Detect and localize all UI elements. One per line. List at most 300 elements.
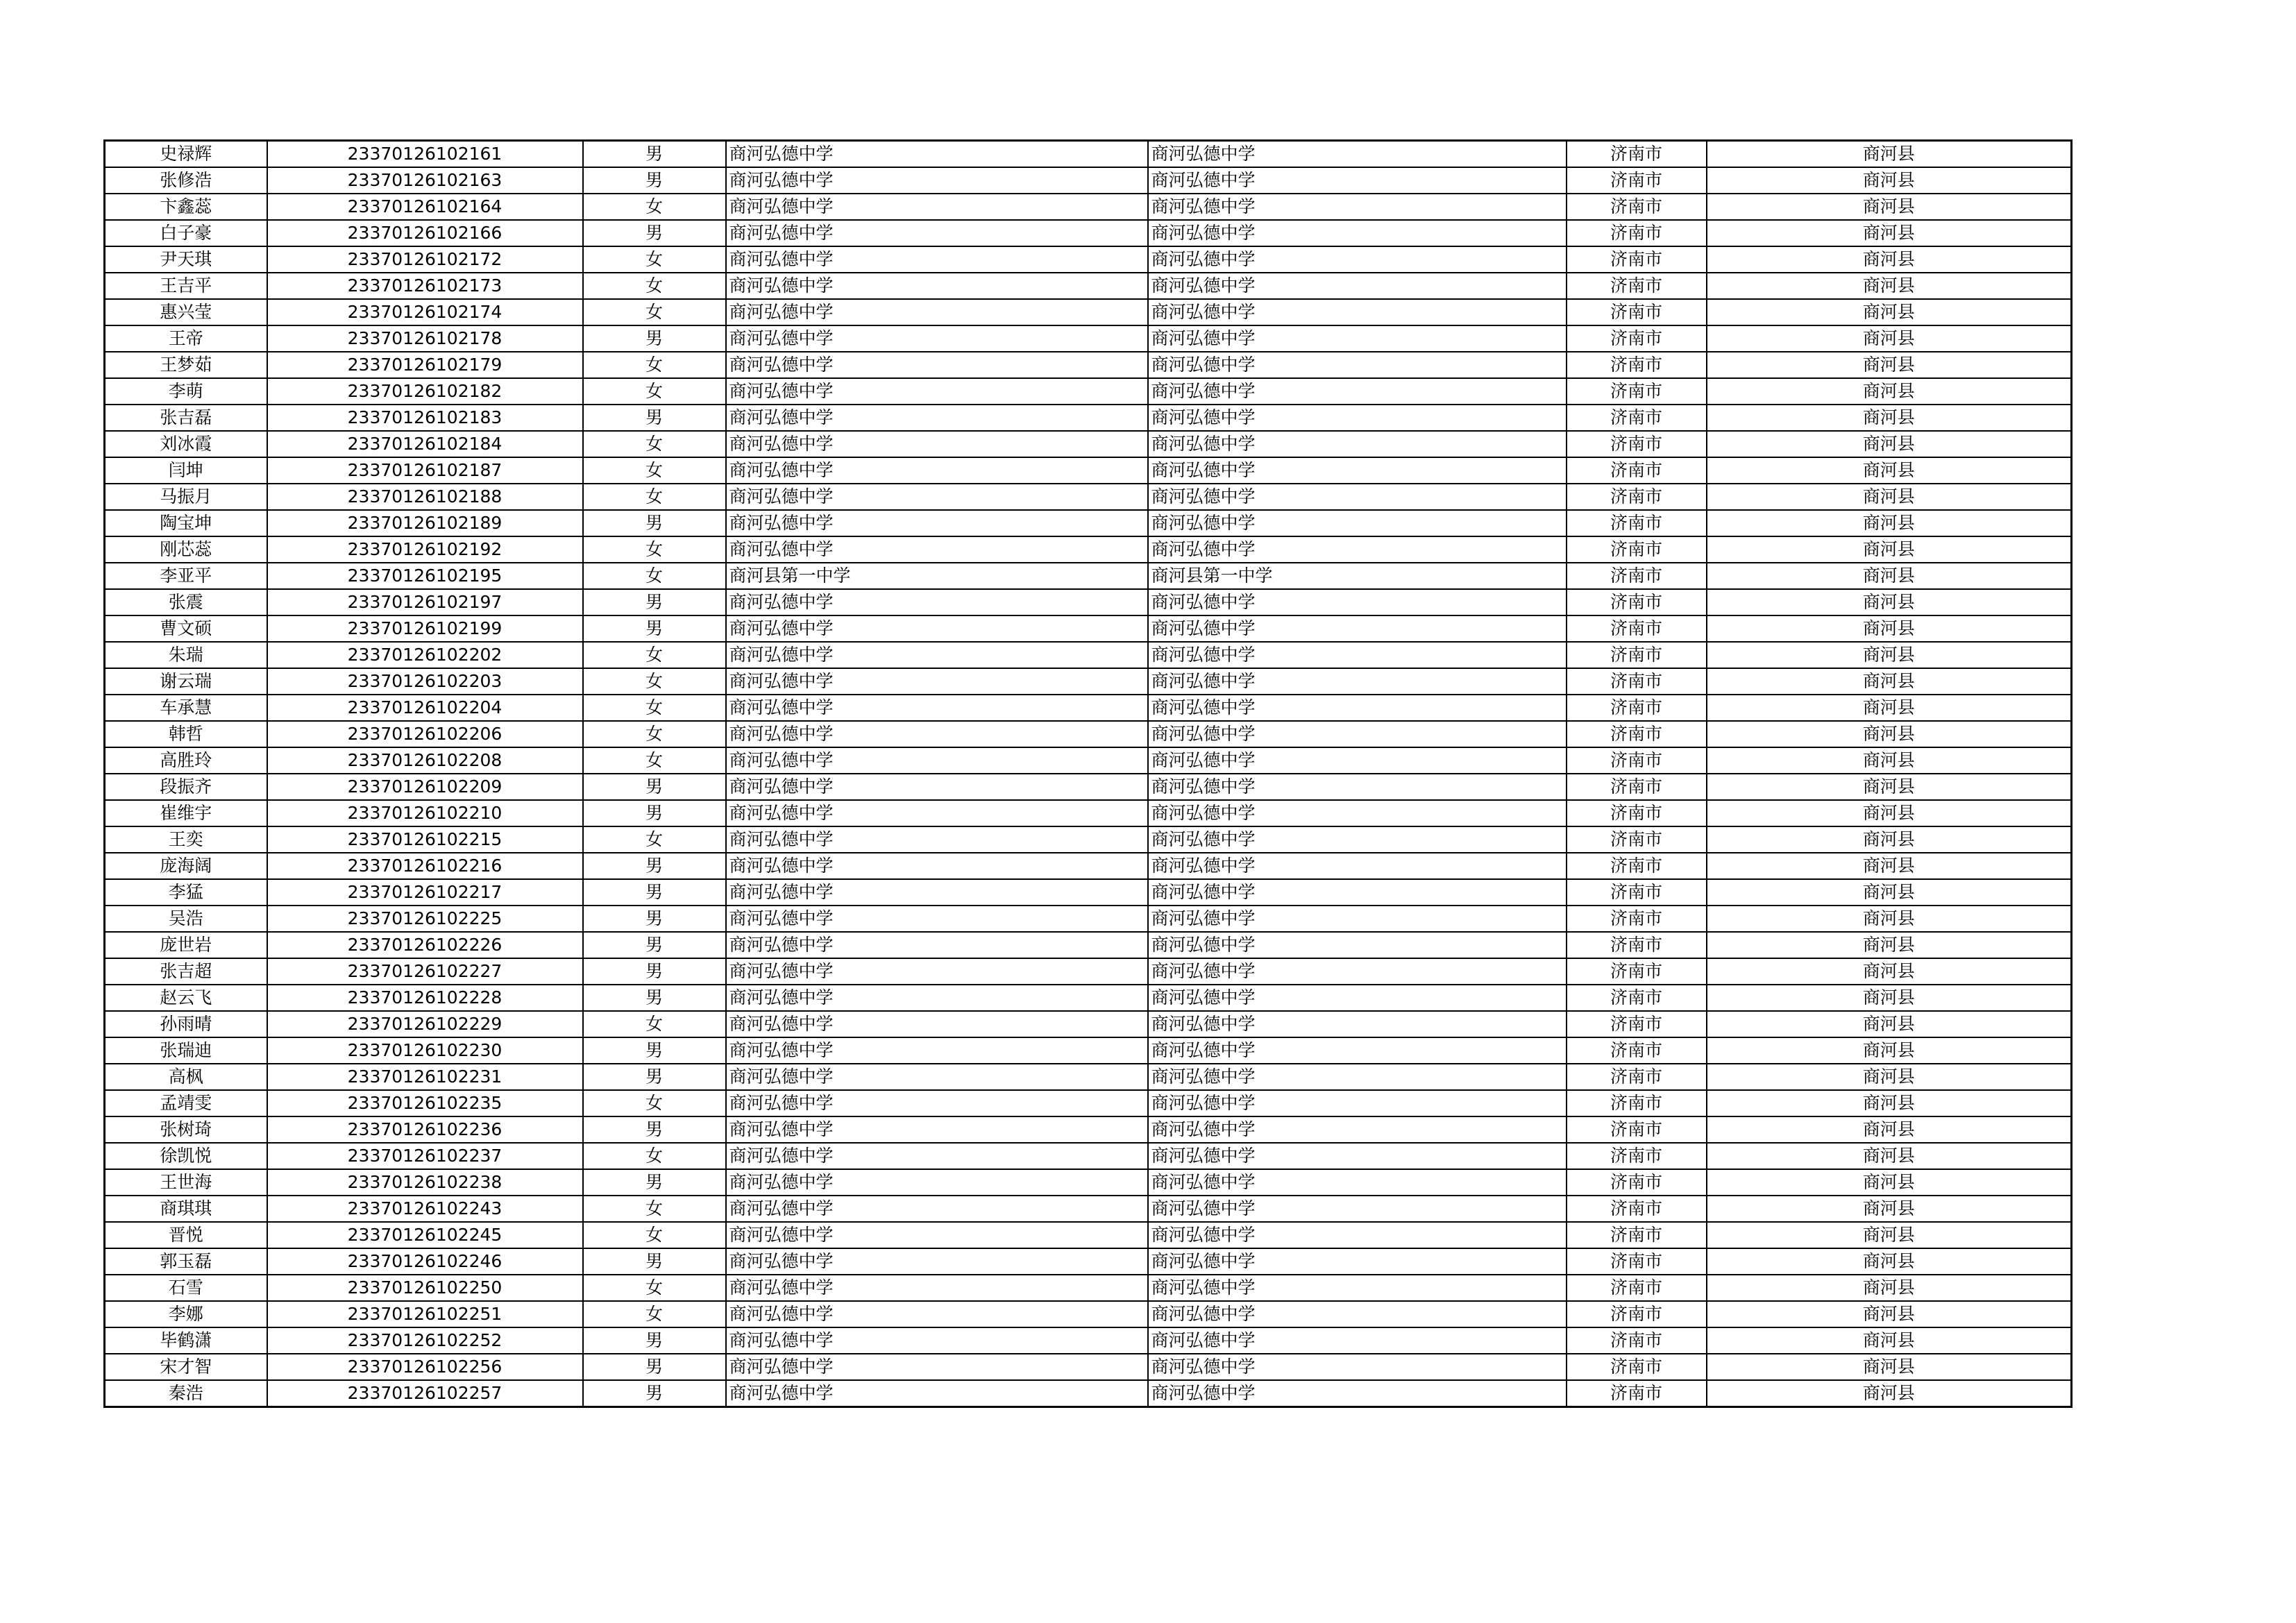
county-cell: 商河县 [1707,431,2072,457]
exam-number-cell: 23370126102188 [267,484,583,510]
city-cell: 济南市 [1567,273,1707,299]
gender-cell: 男 [583,879,726,906]
city-cell: 济南市 [1567,853,1707,879]
county-cell: 商河县 [1707,457,2072,484]
graduating-school-cell: 商河弘德中学 [1148,747,1567,774]
county-cell: 商河县 [1707,1380,2072,1407]
school-cell: 商河弘德中学 [726,668,1148,695]
graduating-school-cell: 商河弘德中学 [1148,879,1567,906]
gender-cell: 女 [583,352,726,378]
city-cell: 济南市 [1567,906,1707,932]
city-cell: 济南市 [1567,826,1707,853]
table-row [105,985,2072,1011]
county-cell: 商河县 [1707,695,2072,721]
city-cell: 济南市 [1567,1327,1707,1354]
school-cell: 商河弘德中学 [726,246,1148,273]
exam-number-cell: 23370126102216 [267,853,583,879]
graduating-school-cell: 商河弘德中学 [1148,194,1567,220]
student-name-cell: 马振月 [105,484,267,510]
student-name-cell: 曹文硕 [105,615,267,642]
graduating-school-cell: 商河弘德中学 [1148,1275,1567,1301]
school-cell: 商河弘德中学 [726,695,1148,721]
student-name-cell: 王帝 [105,325,267,352]
student-name-cell: 高胜玲 [105,747,267,774]
table-row [105,932,2072,958]
county-cell: 商河县 [1707,246,2072,273]
county-cell: 商河县 [1707,1222,2072,1248]
graduating-school-cell: 商河弘德中学 [1148,1196,1567,1222]
graduating-school-cell: 商河弘德中学 [1148,141,1567,168]
county-cell: 商河县 [1707,536,2072,563]
gender-cell: 男 [583,589,726,615]
city-cell: 济南市 [1567,405,1707,431]
student-name-cell: 王吉平 [105,273,267,299]
graduating-school-cell: 商河弘德中学 [1148,352,1567,378]
table-row [105,536,2072,563]
table-body [105,141,2072,1407]
school-cell: 商河弘德中学 [726,1037,1148,1064]
gender-cell: 女 [583,747,726,774]
graduating-school-cell: 商河弘德中学 [1148,1037,1567,1064]
gender-cell: 女 [583,378,726,405]
table-row [105,774,2072,800]
county-cell: 商河县 [1707,774,2072,800]
exam-number-cell: 23370126102217 [267,879,583,906]
school-cell: 商河弘德中学 [726,853,1148,879]
city-cell: 济南市 [1567,510,1707,536]
county-cell: 商河县 [1707,194,2072,220]
table-row [105,615,2072,642]
county-cell: 商河县 [1707,1116,2072,1143]
school-cell: 商河弘德中学 [726,906,1148,932]
table-row [105,1090,2072,1116]
gender-cell: 女 [583,1196,726,1222]
school-cell: 商河弘德中学 [726,721,1148,747]
exam-number-cell: 23370126102209 [267,774,583,800]
county-cell: 商河县 [1707,563,2072,589]
gender-cell: 女 [583,826,726,853]
gender-cell: 女 [583,642,726,668]
county-cell: 商河县 [1707,1090,2072,1116]
table-row [105,167,2072,194]
gender-cell: 男 [583,615,726,642]
exam-number-cell: 23370126102235 [267,1090,583,1116]
exam-number-cell: 23370126102206 [267,721,583,747]
student-name-cell: 高枫 [105,1064,267,1090]
graduating-school-cell: 商河弘德中学 [1148,1090,1567,1116]
student-name-cell: 惠兴莹 [105,299,267,325]
county-cell: 商河县 [1707,721,2072,747]
gender-cell: 男 [583,220,726,246]
city-cell: 济南市 [1567,484,1707,510]
county-cell: 商河县 [1707,615,2072,642]
school-cell: 商河弘德中学 [726,1090,1148,1116]
student-name-cell: 陶宝坤 [105,510,267,536]
graduating-school-cell: 商河弘德中学 [1148,273,1567,299]
school-cell: 商河弘德中学 [726,642,1148,668]
table-row [105,853,2072,879]
city-cell: 济南市 [1567,695,1707,721]
gender-cell: 女 [583,194,726,220]
school-cell: 商河弘德中学 [726,932,1148,958]
student-name-cell: 刘冰霞 [105,431,267,457]
exam-number-cell: 23370126102163 [267,167,583,194]
school-cell: 商河弘德中学 [726,299,1148,325]
city-cell: 济南市 [1567,457,1707,484]
county-cell: 商河县 [1707,1275,2072,1301]
gender-cell: 女 [583,484,726,510]
exam-number-cell: 23370126102238 [267,1169,583,1196]
exam-number-cell: 23370126102251 [267,1301,583,1327]
school-cell: 商河弘德中学 [726,747,1148,774]
student-name-cell: 卞鑫蕊 [105,194,267,220]
city-cell: 济南市 [1567,1169,1707,1196]
county-cell: 商河县 [1707,405,2072,431]
county-cell: 商河县 [1707,273,2072,299]
school-cell: 商河弘德中学 [726,615,1148,642]
city-cell: 济南市 [1567,1248,1707,1275]
graduating-school-cell: 商河弘德中学 [1148,906,1567,932]
student-name-cell: 段振齐 [105,774,267,800]
exam-number-cell: 23370126102230 [267,1037,583,1064]
exam-number-cell: 23370126102173 [267,273,583,299]
graduating-school-cell: 商河弘德中学 [1148,1301,1567,1327]
gender-cell: 男 [583,167,726,194]
gender-cell: 女 [583,457,726,484]
exam-number-cell: 23370126102256 [267,1354,583,1380]
exam-number-cell: 23370126102183 [267,405,583,431]
city-cell: 济南市 [1567,536,1707,563]
county-cell: 商河县 [1707,1011,2072,1037]
exam-number-cell: 23370126102208 [267,747,583,774]
school-cell: 商河弘德中学 [726,167,1148,194]
graduating-school-cell: 商河弘德中学 [1148,1222,1567,1248]
county-cell: 商河县 [1707,642,2072,668]
gender-cell: 女 [583,1222,726,1248]
student-name-cell: 史禄辉 [105,141,267,168]
city-cell: 济南市 [1567,563,1707,589]
student-name-cell: 宋才智 [105,1354,267,1380]
graduating-school-cell: 商河弘德中学 [1148,642,1567,668]
school-cell: 商河弘德中学 [726,378,1148,405]
gender-cell: 女 [583,563,726,589]
graduating-school-cell: 商河弘德中学 [1148,378,1567,405]
city-cell: 济南市 [1567,958,1707,985]
graduating-school-cell: 商河弘德中学 [1148,1116,1567,1143]
county-cell: 商河县 [1707,167,2072,194]
exam-number-cell: 23370126102187 [267,457,583,484]
exam-number-cell: 23370126102166 [267,220,583,246]
gender-cell: 男 [583,853,726,879]
city-cell: 济南市 [1567,1301,1707,1327]
city-cell: 济南市 [1567,642,1707,668]
exam-number-cell: 23370126102225 [267,906,583,932]
county-cell: 商河县 [1707,879,2072,906]
city-cell: 济南市 [1567,879,1707,906]
student-name-cell: 郭玉磊 [105,1248,267,1275]
gender-cell: 女 [583,1011,726,1037]
table-row [105,1169,2072,1196]
gender-cell: 男 [583,958,726,985]
student-name-cell: 孙雨晴 [105,1011,267,1037]
student-name-cell: 王梦茹 [105,352,267,378]
table-row [105,879,2072,906]
exam-number-cell: 23370126102161 [267,141,583,168]
table-row [105,1380,2072,1407]
county-cell: 商河县 [1707,747,2072,774]
county-cell: 商河县 [1707,352,2072,378]
exam-number-cell: 23370126102164 [267,194,583,220]
city-cell: 济南市 [1567,615,1707,642]
school-cell: 商河弘德中学 [726,1222,1148,1248]
table-row [105,1196,2072,1222]
city-cell: 济南市 [1567,167,1707,194]
table-row [105,457,2072,484]
graduating-school-cell: 商河弘德中学 [1148,457,1567,484]
gender-cell: 女 [583,299,726,325]
school-cell: 商河弘德中学 [726,1354,1148,1380]
gender-cell: 男 [583,1327,726,1354]
city-cell: 济南市 [1567,1143,1707,1169]
county-cell: 商河县 [1707,826,2072,853]
gender-cell: 女 [583,695,726,721]
table-row [105,747,2072,774]
gender-cell: 女 [583,273,726,299]
graduating-school-cell: 商河弘德中学 [1148,985,1567,1011]
exam-number-cell: 23370126102237 [267,1143,583,1169]
gender-cell: 男 [583,906,726,932]
table-row [105,484,2072,510]
student-name-cell: 车承慧 [105,695,267,721]
city-cell: 济南市 [1567,1380,1707,1407]
graduating-school-cell: 商河弘德中学 [1148,431,1567,457]
school-cell: 商河弘德中学 [726,774,1148,800]
student-name-cell: 商琪琪 [105,1196,267,1222]
exam-number-cell: 23370126102178 [267,325,583,352]
county-cell: 商河县 [1707,325,2072,352]
exam-number-cell: 23370126102231 [267,1064,583,1090]
table-row [105,906,2072,932]
school-cell: 商河弘德中学 [726,1169,1148,1196]
school-cell: 商河弘德中学 [726,1143,1148,1169]
school-cell: 商河弘德中学 [726,457,1148,484]
city-cell: 济南市 [1567,1116,1707,1143]
graduating-school-cell: 商河弘德中学 [1148,800,1567,826]
city-cell: 济南市 [1567,325,1707,352]
county-cell: 商河县 [1707,1169,2072,1196]
graduating-school-cell: 商河县第一中学 [1148,563,1567,589]
graduating-school-cell: 商河弘德中学 [1148,1064,1567,1090]
school-cell: 商河县第一中学 [726,563,1148,589]
school-cell: 商河弘德中学 [726,194,1148,220]
school-cell: 商河弘德中学 [726,826,1148,853]
school-cell: 商河弘德中学 [726,536,1148,563]
city-cell: 济南市 [1567,194,1707,220]
student-name-cell: 王世海 [105,1169,267,1196]
table-row [105,826,2072,853]
student-name-cell: 王奕 [105,826,267,853]
gender-cell: 女 [583,1090,726,1116]
exam-number-cell: 23370126102228 [267,985,583,1011]
county-cell: 商河县 [1707,1143,2072,1169]
student-name-cell: 崔维宇 [105,800,267,826]
county-cell: 商河县 [1707,1196,2072,1222]
student-name-cell: 秦浩 [105,1380,267,1407]
student-name-cell: 朱瑞 [105,642,267,668]
exam-number-cell: 23370126102192 [267,536,583,563]
table-row [105,1354,2072,1380]
gender-cell: 女 [583,1143,726,1169]
exam-number-cell: 23370126102174 [267,299,583,325]
city-cell: 济南市 [1567,1196,1707,1222]
student-table [103,139,2073,1408]
county-cell: 商河县 [1707,220,2072,246]
table-row [105,721,2072,747]
county-cell: 商河县 [1707,378,2072,405]
table-row [105,695,2072,721]
student-name-cell: 孟靖雯 [105,1090,267,1116]
student-name-cell: 闫坤 [105,457,267,484]
graduating-school-cell: 商河弘德中学 [1148,1354,1567,1380]
county-cell: 商河县 [1707,141,2072,168]
graduating-school-cell: 商河弘德中学 [1148,405,1567,431]
gender-cell: 男 [583,1248,726,1275]
table-row [105,510,2072,536]
exam-number-cell: 23370126102215 [267,826,583,853]
school-cell: 商河弘德中学 [726,1196,1148,1222]
city-cell: 济南市 [1567,1354,1707,1380]
gender-cell: 男 [583,1354,726,1380]
school-cell: 商河弘德中学 [726,1327,1148,1354]
city-cell: 济南市 [1567,1275,1707,1301]
student-name-cell: 李娜 [105,1301,267,1327]
school-cell: 商河弘德中学 [726,879,1148,906]
student-name-cell: 吴浩 [105,906,267,932]
gender-cell: 男 [583,325,726,352]
city-cell: 济南市 [1567,668,1707,695]
graduating-school-cell: 商河弘德中学 [1148,695,1567,721]
county-cell: 商河县 [1707,1064,2072,1090]
table-row [105,642,2072,668]
student-name-cell: 石雪 [105,1275,267,1301]
graduating-school-cell: 商河弘德中学 [1148,774,1567,800]
table-row [105,800,2072,826]
school-cell: 商河弘德中学 [726,325,1148,352]
exam-number-cell: 23370126102189 [267,510,583,536]
student-name-cell: 张修浩 [105,167,267,194]
exam-number-cell: 23370126102210 [267,800,583,826]
graduating-school-cell: 商河弘德中学 [1148,1248,1567,1275]
student-name-cell: 李萌 [105,378,267,405]
city-cell: 济南市 [1567,431,1707,457]
exam-number-cell: 23370126102202 [267,642,583,668]
table-row [105,668,2072,695]
table-row [105,141,2072,168]
county-cell: 商河县 [1707,985,2072,1011]
exam-number-cell: 23370126102184 [267,431,583,457]
table-row [105,1116,2072,1143]
gender-cell: 男 [583,1037,726,1064]
county-cell: 商河县 [1707,1248,2072,1275]
gender-cell: 男 [583,1380,726,1407]
city-cell: 济南市 [1567,1011,1707,1037]
school-cell: 商河弘德中学 [726,352,1148,378]
table-row [105,352,2072,378]
student-name-cell: 庞海阔 [105,853,267,879]
gender-cell: 男 [583,800,726,826]
table-row [105,299,2072,325]
county-cell: 商河县 [1707,1327,2072,1354]
table-row [105,1037,2072,1064]
student-name-cell: 张吉超 [105,958,267,985]
exam-number-cell: 23370126102197 [267,589,583,615]
student-name-cell: 李猛 [105,879,267,906]
table-row [105,1143,2072,1169]
student-name-cell: 张树琦 [105,1116,267,1143]
gender-cell: 女 [583,1301,726,1327]
exam-number-cell: 23370126102195 [267,563,583,589]
exam-number-cell: 23370126102245 [267,1222,583,1248]
gender-cell: 男 [583,985,726,1011]
school-cell: 商河弘德中学 [726,1064,1148,1090]
school-cell: 商河弘德中学 [726,1011,1148,1037]
table-row [105,246,2072,273]
gender-cell: 男 [583,774,726,800]
school-cell: 商河弘德中学 [726,589,1148,615]
school-cell: 商河弘德中学 [726,405,1148,431]
student-name-cell: 刚芯蕊 [105,536,267,563]
graduating-school-cell: 商河弘德中学 [1148,1169,1567,1196]
school-cell: 商河弘德中学 [726,220,1148,246]
graduating-school-cell: 商河弘德中学 [1148,1380,1567,1407]
exam-number-cell: 23370126102226 [267,932,583,958]
school-cell: 商河弘德中学 [726,985,1148,1011]
city-cell: 济南市 [1567,1090,1707,1116]
exam-number-cell: 23370126102227 [267,958,583,985]
county-cell: 商河县 [1707,1354,2072,1380]
graduating-school-cell: 商河弘德中学 [1148,325,1567,352]
city-cell: 济南市 [1567,747,1707,774]
graduating-school-cell: 商河弘德中学 [1148,484,1567,510]
exam-number-cell: 23370126102246 [267,1248,583,1275]
exam-number-cell: 23370126102203 [267,668,583,695]
graduating-school-cell: 商河弘德中学 [1148,958,1567,985]
table-row [105,1064,2072,1090]
graduating-school-cell: 商河弘德中学 [1148,589,1567,615]
county-cell: 商河县 [1707,906,2072,932]
exam-number-cell: 23370126102257 [267,1380,583,1407]
gender-cell: 女 [583,1275,726,1301]
graduating-school-cell: 商河弘德中学 [1148,167,1567,194]
graduating-school-cell: 商河弘德中学 [1148,1143,1567,1169]
table-row [105,431,2072,457]
city-cell: 济南市 [1567,800,1707,826]
graduating-school-cell: 商河弘德中学 [1148,299,1567,325]
city-cell: 济南市 [1567,246,1707,273]
table-row [105,1011,2072,1037]
school-cell: 商河弘德中学 [726,273,1148,299]
county-cell: 商河县 [1707,1301,2072,1327]
student-name-cell: 白子豪 [105,220,267,246]
table-row [105,563,2072,589]
student-name-cell: 晋悦 [105,1222,267,1248]
student-name-cell: 徐凯悦 [105,1143,267,1169]
exam-number-cell: 23370126102179 [267,352,583,378]
city-cell: 济南市 [1567,985,1707,1011]
student-name-cell: 谢云瑞 [105,668,267,695]
school-cell: 商河弘德中学 [726,1275,1148,1301]
table-row [105,405,2072,431]
